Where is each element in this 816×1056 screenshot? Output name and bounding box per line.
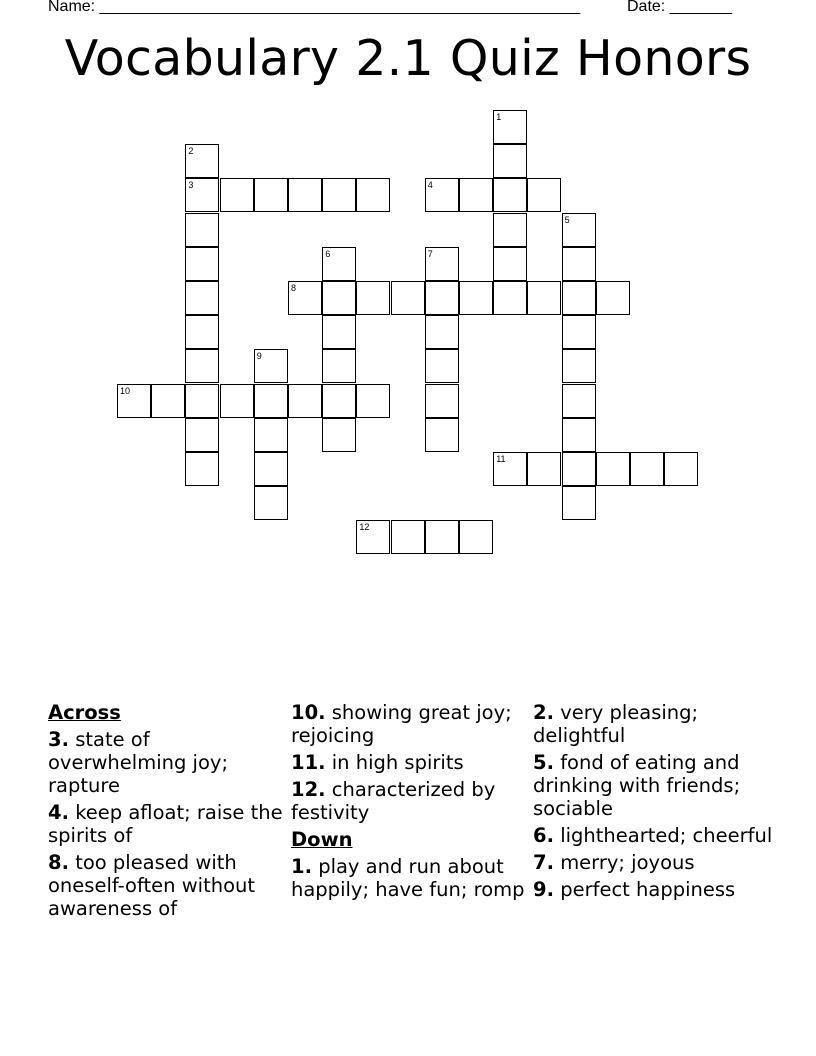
grid-cell[interactable] <box>356 178 390 212</box>
clue-number: 9 <box>256 351 262 362</box>
grid-cell[interactable] <box>391 281 425 315</box>
grid-cell[interactable] <box>185 349 219 383</box>
grid-cell[interactable] <box>254 452 288 486</box>
grid-cell[interactable] <box>185 247 219 281</box>
grid-cell[interactable] <box>562 213 596 247</box>
grid-cell[interactable] <box>185 418 219 452</box>
grid-cell[interactable] <box>288 178 322 212</box>
grid-cell[interactable] <box>356 520 390 554</box>
grid-cell[interactable] <box>322 384 356 418</box>
clues-column-3 <box>533 701 773 905</box>
clue-across-11: 11. in high spirits <box>291 751 464 774</box>
grid-cell[interactable] <box>493 213 527 247</box>
grid-cell[interactable] <box>493 247 527 281</box>
grid-cell[interactable] <box>117 384 151 418</box>
grid-cell[interactable] <box>220 384 254 418</box>
grid-cell[interactable] <box>254 384 288 418</box>
grid-cell[interactable] <box>425 315 459 349</box>
grid-cell[interactable] <box>459 178 493 212</box>
clue-down-9: 9. perfect happiness <box>533 878 736 901</box>
grid-cell[interactable] <box>254 178 288 212</box>
grid-cell[interactable] <box>185 213 219 247</box>
clue-down-1: 1. play and run about happily; have fun; romp <box>291 855 525 901</box>
grid-cell[interactable] <box>562 315 596 349</box>
grid-cell[interactable] <box>185 281 219 315</box>
grid-cell[interactable] <box>562 486 596 520</box>
grid-cell[interactable] <box>425 384 459 418</box>
clue-number: 8 <box>291 283 297 293</box>
grid-cell[interactable] <box>356 281 390 315</box>
grid-cell[interactable] <box>425 247 459 281</box>
clue-number: 1 <box>496 112 502 122</box>
clues-column-2 <box>291 701 531 905</box>
grid-cell[interactable] <box>562 418 596 452</box>
clue-down-5: 5. fond of eating and drinking with friends; sociable <box>533 751 741 820</box>
grid-cell[interactable] <box>356 384 390 418</box>
grid-cell[interactable] <box>322 247 356 281</box>
clue-number: 6 <box>325 248 331 259</box>
date-field-label: Date: _______ <box>627 0 732 15</box>
grid-cell[interactable] <box>185 315 219 349</box>
grid-cell[interactable] <box>322 315 356 349</box>
grid-cell[interactable] <box>185 384 219 418</box>
grid-cell[interactable] <box>220 178 254 212</box>
clues-column-1 <box>48 701 288 924</box>
clue-down-6: 6. lighthearted; cheerful <box>533 824 773 847</box>
grid-cell[interactable] <box>527 452 561 486</box>
grid-cell[interactable] <box>288 281 322 315</box>
grid-cell[interactable] <box>664 452 698 486</box>
grid-cell[interactable] <box>254 349 288 383</box>
grid-cell[interactable] <box>562 281 596 315</box>
clue-number: 11 <box>496 454 506 464</box>
grid-cell[interactable] <box>425 281 459 315</box>
grid-cell[interactable] <box>322 281 356 315</box>
page-title: Vocabulary 2.1 Quiz Honors <box>64 30 752 87</box>
clue-across-3: 3. state of overwhelming joy; rapture <box>48 728 229 797</box>
grid-cell[interactable] <box>562 384 596 418</box>
across-heading: Across <box>48 701 121 724</box>
grid-cell[interactable] <box>596 452 630 486</box>
grid-cell[interactable] <box>630 452 664 486</box>
clue-number: 12 <box>359 522 370 533</box>
clue-number: 2 <box>188 146 194 157</box>
clue-across-10: 10. showing great joy; rejoicing <box>291 701 512 747</box>
grid-cell[interactable] <box>493 281 527 315</box>
grid-cell[interactable] <box>322 418 356 452</box>
grid-cell[interactable] <box>185 178 219 212</box>
grid-cell[interactable] <box>425 418 459 452</box>
grid-cell[interactable] <box>391 520 425 554</box>
grid-cell[interactable] <box>425 349 459 383</box>
clue-across-4: 4. keep afloat; raise the spirits of <box>48 801 283 847</box>
grid-cell[interactable] <box>562 349 596 383</box>
grid-cell[interactable] <box>493 452 527 486</box>
grid-cell[interactable] <box>493 144 527 178</box>
clue-number: 10 <box>120 385 131 396</box>
clue-number: 3 <box>188 180 194 191</box>
clue-number: 5 <box>564 214 570 225</box>
clue-across-8: 8. too pleased with oneself-often without awareness of <box>48 851 256 920</box>
grid-cell[interactable] <box>185 452 219 486</box>
clue-number: 4 <box>427 180 433 191</box>
grid-cell[interactable] <box>185 144 219 178</box>
grid-cell[interactable] <box>562 452 596 486</box>
clue-number: 7 <box>427 248 433 259</box>
grid-cell[interactable] <box>288 384 322 418</box>
grid-cell[interactable] <box>459 281 493 315</box>
down-heading: Down <box>291 828 353 851</box>
grid-cell[interactable] <box>254 418 288 452</box>
grid-cell[interactable] <box>493 178 527 212</box>
grid-cell[interactable] <box>425 520 459 554</box>
clue-down-2: 2. very pleasing; delightful <box>533 701 699 747</box>
grid-cell[interactable] <box>425 178 459 212</box>
grid-cell[interactable] <box>527 178 561 212</box>
grid-cell[interactable] <box>596 281 630 315</box>
clue-across-12: 12. characterized by festivity <box>291 778 496 824</box>
clue-down-7: 7. merry; joyous <box>533 851 695 874</box>
grid-cell[interactable] <box>151 384 185 418</box>
name-field-label: Name: ______________________________________________________ <box>48 0 581 15</box>
grid-cell[interactable] <box>562 247 596 281</box>
grid-cell[interactable] <box>322 178 356 212</box>
grid-cell[interactable] <box>459 520 493 554</box>
grid-cell[interactable] <box>493 110 527 144</box>
grid-cell[interactable] <box>322 349 356 383</box>
grid-cell[interactable] <box>527 281 561 315</box>
grid-cell[interactable] <box>254 486 288 520</box>
